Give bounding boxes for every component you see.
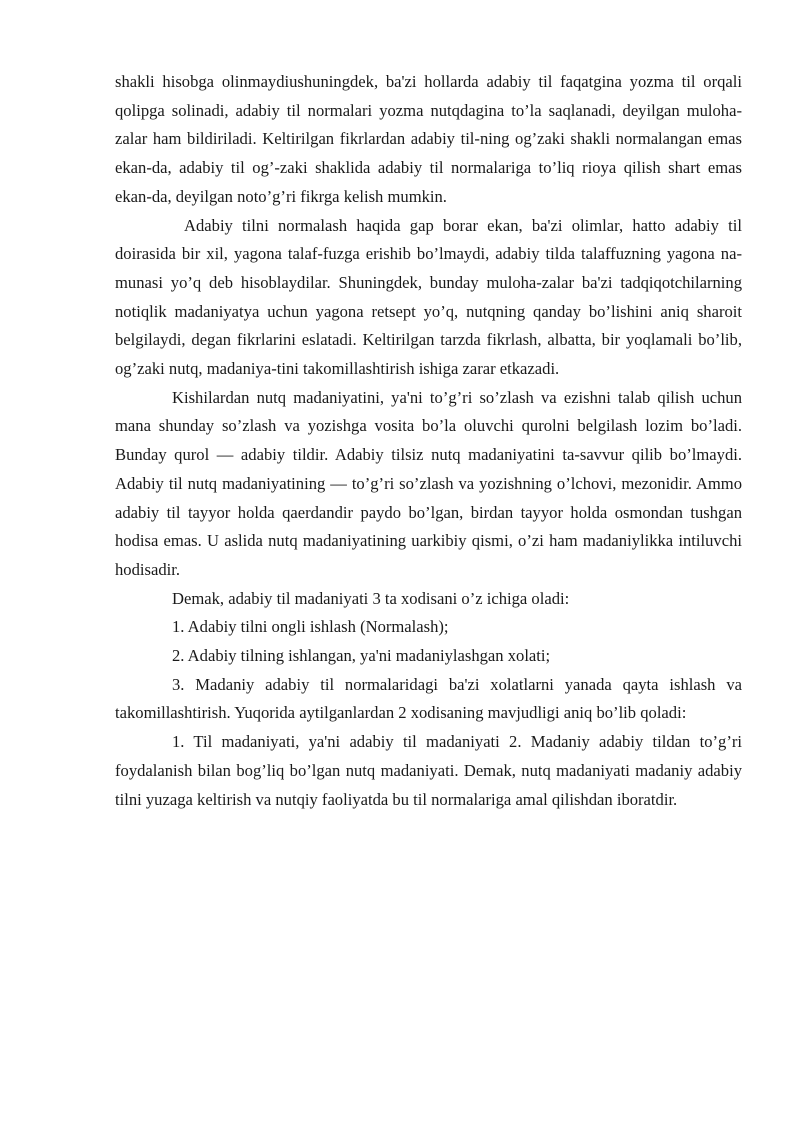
paragraph-5: 1. Til madaniyati, ya'ni adabiy til madaniyati 2. Madaniy adabiy tildan to’g’ri foydalanish bilan bog’liq bo’lgan nutq madaniyati. Demak, nutq madaniyati madaniy adabiy tilni yuzaga keltirish va nutqiy faoliyatda bu til normalariga amal qilishdan iboratdir. — [115, 732, 742, 809]
paragraph-3: Kishilardan nutq madaniyatini, ya'ni to’g’ri so’zlash va ezishni talab qilish uchun mana shunday so’zlash va yozishga vosita bo’la oluvchi qurolni belgilash lozim bo’ladi. Bunday qurol — adabiy tildir. Adabiy tilsiz nutq madaniyatini ta-savvur qilib bo’lmaydi. Adabiy til nutq madaniyatining — to’g’ri so’zlash va yozishning o’lchovi, mezonidir. Ammo adabiy til tayyor holda qaerdandir paydo bo’lgan, birdan tayyor holda osmondan tushgan hodisa emas. U aslida nutq madaniyatining uarkibiy qismi, o’zi ham madaniylikka intiluvchi hodisadir. — [115, 387, 742, 579]
paragraph-4: Demak, adabiy til madaniyati 3 ta xodisani o’z ichiga oladi: — [172, 588, 570, 608]
paragraph-2: Adabiy tilni normalash haqida gap borar ekan, ba'zi olimlar, hatto adabiy til doirasida bir xil, yagona talaf-fuzga erishib bo’lmaydi, adabiy tilda talaffuzning yagona na-munasi yo’q deb hisoblaydilar. Shuningdek, bunday muloha-zalar ba'zi tadqiqotchilarning notiqlik madaniyatya uchun yagona retsept yo’q, nutqning qanday bo’lishini aniq sharoit belgilaydi, degan fikrlarini eslatadi. Keltirilgan tarzda fikrlash, albatta, bir yoqlamali bo’lib, og’zaki nutq, madaniya-tini takomillashtirish ishiga zarar etkazadi. — [115, 215, 742, 379]
list-item-2: 2. Adabiy tilning ishlangan, ya'ni madaniylashgan xolati; — [172, 646, 551, 666]
document-page — [115, 68, 742, 814]
paragraph-1: shakli hisobga olinmaydiushuningdek, ba'zi hollarda adabiy til faqatgina yozma til orqali qolipga solinadi, adabiy til normalari yozma nutqdagina to’la saqlanadi, deyilgan muloha-zalar ham bildiriladi. Keltirilgan fikrlardan adabiy til-ning og’zaki shakli normalangan emas ekan-da, adabiy til og’-zaki shaklida adabiy til normalariga to’liq rioya qilish shart emas ekan-da, deyilgan noto’g’ri fikrga kelish mumkin. — [115, 72, 742, 206]
list-item-1: 1. Adabiy tilni ongli ishlash (Normalash); — [172, 617, 449, 637]
list-item-3: 3. Madaniy adabiy til normalaridagi ba'zi xolatlarni yanada qayta ishlash va takomillashtirish. Yuqorida aytilganlardan 2 xodisaning mavjudligi aniq bo’lib qoladi: — [115, 674, 742, 723]
